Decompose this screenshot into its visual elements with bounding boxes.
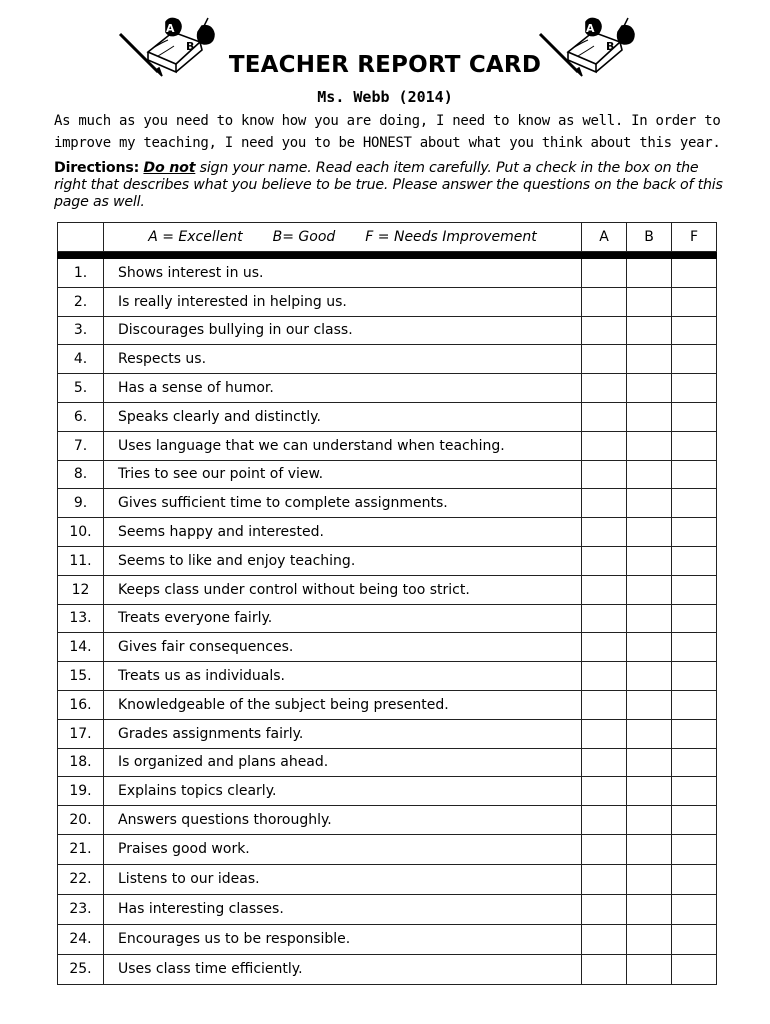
checkbox-b[interactable] bbox=[627, 259, 672, 288]
checkbox-a[interactable] bbox=[582, 374, 627, 403]
checkbox-f[interactable] bbox=[672, 489, 717, 518]
checkbox-f[interactable] bbox=[672, 431, 717, 460]
checkbox-b[interactable] bbox=[627, 374, 672, 403]
table-row bbox=[58, 460, 717, 489]
table-row bbox=[58, 834, 717, 864]
table-row bbox=[58, 748, 717, 777]
table-row bbox=[58, 864, 717, 894]
checkbox-b[interactable] bbox=[627, 662, 672, 691]
item-text: Treats us as individuals. bbox=[104, 662, 582, 691]
item-text: Tries to see our point of view. bbox=[104, 460, 582, 489]
item-text: Gives sufficient time to complete assignments. bbox=[104, 489, 582, 518]
teacher-name: Ms. Webb (2014) bbox=[317, 88, 453, 106]
item-number: 10. bbox=[58, 518, 104, 547]
item-number: 24. bbox=[58, 924, 104, 954]
checkbox-b[interactable] bbox=[627, 777, 672, 806]
checkbox-a[interactable] bbox=[582, 604, 627, 633]
directions-text: sign your name. Read each item carefully. Put a check in the box on the right that describes what you believe to be true. Please answer the questions on the back of this page as well. bbox=[54, 160, 723, 210]
checkbox-a[interactable] bbox=[582, 287, 627, 316]
checkbox-f[interactable] bbox=[672, 662, 717, 691]
item-number: 18. bbox=[58, 748, 104, 777]
checkbox-b[interactable] bbox=[627, 546, 672, 575]
checkbox-a[interactable] bbox=[582, 575, 627, 604]
checkbox-a[interactable] bbox=[582, 345, 627, 374]
item-number: 23. bbox=[58, 894, 104, 924]
checkbox-b[interactable] bbox=[627, 748, 672, 777]
checkbox-f[interactable] bbox=[672, 316, 717, 345]
checkbox-f[interactable] bbox=[672, 719, 717, 748]
item-number: 21. bbox=[58, 834, 104, 864]
clipart-letter-b: B bbox=[606, 40, 615, 53]
checkbox-f[interactable] bbox=[672, 806, 717, 835]
checkbox-f[interactable] bbox=[672, 345, 717, 374]
directions-label: Directions: bbox=[54, 160, 140, 176]
checkbox-a[interactable] bbox=[582, 489, 627, 518]
page-title: TEACHER REPORT CARD bbox=[228, 52, 542, 78]
checkbox-a[interactable] bbox=[582, 954, 627, 984]
checkbox-f[interactable] bbox=[672, 924, 717, 954]
legend-needs-improvement: F = Needs Improvement bbox=[365, 229, 537, 245]
table-row bbox=[58, 954, 717, 984]
item-text: Uses language that we can understand when teaching. bbox=[104, 431, 582, 460]
checkbox-b[interactable] bbox=[627, 460, 672, 489]
item-number: 9. bbox=[58, 489, 104, 518]
checkbox-b[interactable] bbox=[627, 954, 672, 984]
checkbox-a[interactable] bbox=[582, 402, 627, 431]
rating-rows bbox=[58, 259, 717, 985]
item-text: Knowledgeable of the subject being presented. bbox=[104, 690, 582, 719]
item-text: Grades assignments fairly. bbox=[104, 719, 582, 748]
checkbox-b[interactable] bbox=[627, 345, 672, 374]
table-row bbox=[58, 575, 717, 604]
item-text: Uses class time efficiently. bbox=[104, 954, 582, 984]
table-row bbox=[58, 546, 717, 575]
item-text: Shows interest in us. bbox=[104, 259, 582, 288]
item-number: 20. bbox=[58, 806, 104, 835]
checkbox-f[interactable] bbox=[672, 777, 717, 806]
checkbox-b[interactable] bbox=[627, 864, 672, 894]
checkbox-f[interactable] bbox=[672, 460, 717, 489]
item-number: 22. bbox=[58, 864, 104, 894]
checkbox-b[interactable] bbox=[627, 489, 672, 518]
checkbox-b[interactable] bbox=[627, 575, 672, 604]
item-text: Explains topics clearly. bbox=[104, 777, 582, 806]
checkbox-f[interactable] bbox=[672, 259, 717, 288]
table-header-row bbox=[58, 223, 717, 252]
checkbox-f[interactable] bbox=[672, 518, 717, 547]
checkbox-a[interactable] bbox=[582, 834, 627, 864]
checkbox-a[interactable] bbox=[582, 431, 627, 460]
table-row bbox=[58, 489, 717, 518]
intro-paragraph: As much as you need to know how you are doing, I need to know as well. In order to improve my teaching, I need you to be HONEST about what you think about this year. bbox=[54, 113, 721, 151]
item-number: 13. bbox=[58, 604, 104, 633]
directions-do-not: Do not bbox=[143, 160, 196, 176]
checkbox-f[interactable] bbox=[672, 374, 717, 403]
table-row bbox=[58, 690, 717, 719]
item-text: Gives fair consequences. bbox=[104, 633, 582, 662]
checkbox-b[interactable] bbox=[627, 690, 672, 719]
item-number: 8. bbox=[58, 460, 104, 489]
item-text: Speaks clearly and distinctly. bbox=[104, 402, 582, 431]
table-row bbox=[58, 287, 717, 316]
clipart-letter-a: A bbox=[166, 22, 175, 35]
table-row bbox=[58, 924, 717, 954]
table-row bbox=[58, 806, 717, 835]
table-row bbox=[58, 518, 717, 547]
item-number: 3. bbox=[58, 316, 104, 345]
table-row bbox=[58, 431, 717, 460]
item-number: 15. bbox=[58, 662, 104, 691]
item-number: 16. bbox=[58, 690, 104, 719]
item-number: 2. bbox=[58, 287, 104, 316]
checkbox-a[interactable] bbox=[582, 719, 627, 748]
table-row bbox=[58, 719, 717, 748]
item-number: 19. bbox=[58, 777, 104, 806]
rating-legend bbox=[104, 223, 582, 252]
checkbox-a[interactable] bbox=[582, 924, 627, 954]
table-row bbox=[58, 604, 717, 633]
header-number-cell bbox=[58, 223, 104, 252]
checkbox-f[interactable] bbox=[672, 894, 717, 924]
checkbox-a[interactable] bbox=[582, 460, 627, 489]
item-number: 25. bbox=[58, 954, 104, 984]
checkbox-b[interactable] bbox=[627, 431, 672, 460]
item-number: 4. bbox=[58, 345, 104, 374]
column-header-b: B bbox=[627, 223, 672, 252]
rating-table bbox=[57, 222, 717, 985]
checkbox-a[interactable] bbox=[582, 894, 627, 924]
checkbox-b[interactable] bbox=[627, 316, 672, 345]
checkbox-a[interactable] bbox=[582, 690, 627, 719]
checkbox-b[interactable] bbox=[627, 287, 672, 316]
checkbox-f[interactable] bbox=[672, 690, 717, 719]
item-text: Listens to our ideas. bbox=[104, 864, 582, 894]
item-text: Answers questions thoroughly. bbox=[104, 806, 582, 835]
checkbox-f[interactable] bbox=[672, 864, 717, 894]
checkbox-a[interactable] bbox=[582, 748, 627, 777]
checkbox-a[interactable] bbox=[582, 518, 627, 547]
column-header-a: A bbox=[582, 223, 627, 252]
checkbox-f[interactable] bbox=[672, 287, 717, 316]
checkbox-b[interactable] bbox=[627, 719, 672, 748]
item-number: 5. bbox=[58, 374, 104, 403]
clipart-letter-a: A bbox=[586, 22, 595, 35]
checkbox-b[interactable] bbox=[627, 806, 672, 835]
checkbox-b[interactable] bbox=[627, 633, 672, 662]
column-header-f: F bbox=[672, 223, 717, 252]
table-row bbox=[58, 894, 717, 924]
checkbox-f[interactable] bbox=[672, 575, 717, 604]
item-number: 6. bbox=[58, 402, 104, 431]
table-row bbox=[58, 345, 717, 374]
item-text: Is organized and plans ahead. bbox=[104, 748, 582, 777]
item-text: Has interesting classes. bbox=[104, 894, 582, 924]
checkbox-a[interactable] bbox=[582, 777, 627, 806]
item-text: Discourages bullying in our class. bbox=[104, 316, 582, 345]
legend-good: B= Good bbox=[272, 229, 336, 245]
item-number: 1. bbox=[58, 259, 104, 288]
table-row bbox=[58, 374, 717, 403]
checkbox-f[interactable] bbox=[672, 633, 717, 662]
checkbox-f[interactable] bbox=[672, 748, 717, 777]
checkbox-f[interactable] bbox=[672, 604, 717, 633]
item-number: 7. bbox=[58, 431, 104, 460]
checkbox-a[interactable] bbox=[582, 633, 627, 662]
item-number: 12 bbox=[58, 575, 104, 604]
legend-excellent: A = Excellent bbox=[148, 229, 243, 245]
item-text: Treats everyone fairly. bbox=[104, 604, 582, 633]
checkbox-f[interactable] bbox=[672, 954, 717, 984]
checkbox-a[interactable] bbox=[582, 662, 627, 691]
item-text: Seems to like and enjoy teaching. bbox=[104, 546, 582, 575]
checkbox-a[interactable] bbox=[582, 864, 627, 894]
item-text: Praises good work. bbox=[104, 834, 582, 864]
item-text: Respects us. bbox=[104, 345, 582, 374]
checkbox-b[interactable] bbox=[627, 894, 672, 924]
table-row bbox=[58, 633, 717, 662]
table-row bbox=[58, 777, 717, 806]
checkbox-b[interactable] bbox=[627, 402, 672, 431]
checkbox-b[interactable] bbox=[627, 518, 672, 547]
checkbox-a[interactable] bbox=[582, 259, 627, 288]
checkbox-b[interactable] bbox=[627, 924, 672, 954]
header-divider-bar bbox=[58, 252, 717, 259]
table-row bbox=[58, 316, 717, 345]
checkbox-b[interactable] bbox=[627, 834, 672, 864]
checkbox-f[interactable] bbox=[672, 546, 717, 575]
item-text: Encourages us to be responsible. bbox=[104, 924, 582, 954]
item-text: Seems happy and interested. bbox=[104, 518, 582, 547]
checkbox-a[interactable] bbox=[582, 316, 627, 345]
clipart-letter-b: B bbox=[186, 40, 195, 53]
item-text: Has a sense of humor. bbox=[104, 374, 582, 403]
checkbox-f[interactable] bbox=[672, 834, 717, 864]
item-number: 14. bbox=[58, 633, 104, 662]
table-row bbox=[58, 662, 717, 691]
checkbox-b[interactable] bbox=[627, 604, 672, 633]
checkbox-f[interactable] bbox=[672, 402, 717, 431]
directions-paragraph bbox=[54, 160, 734, 211]
table-row bbox=[58, 259, 717, 288]
checkbox-a[interactable] bbox=[582, 546, 627, 575]
table-row bbox=[58, 402, 717, 431]
checkbox-a[interactable] bbox=[582, 806, 627, 835]
item-text: Keeps class under control without being too strict. bbox=[104, 575, 582, 604]
item-number: 17. bbox=[58, 719, 104, 748]
item-number: 11. bbox=[58, 546, 104, 575]
item-text: Is really interested in helping us. bbox=[104, 287, 582, 316]
